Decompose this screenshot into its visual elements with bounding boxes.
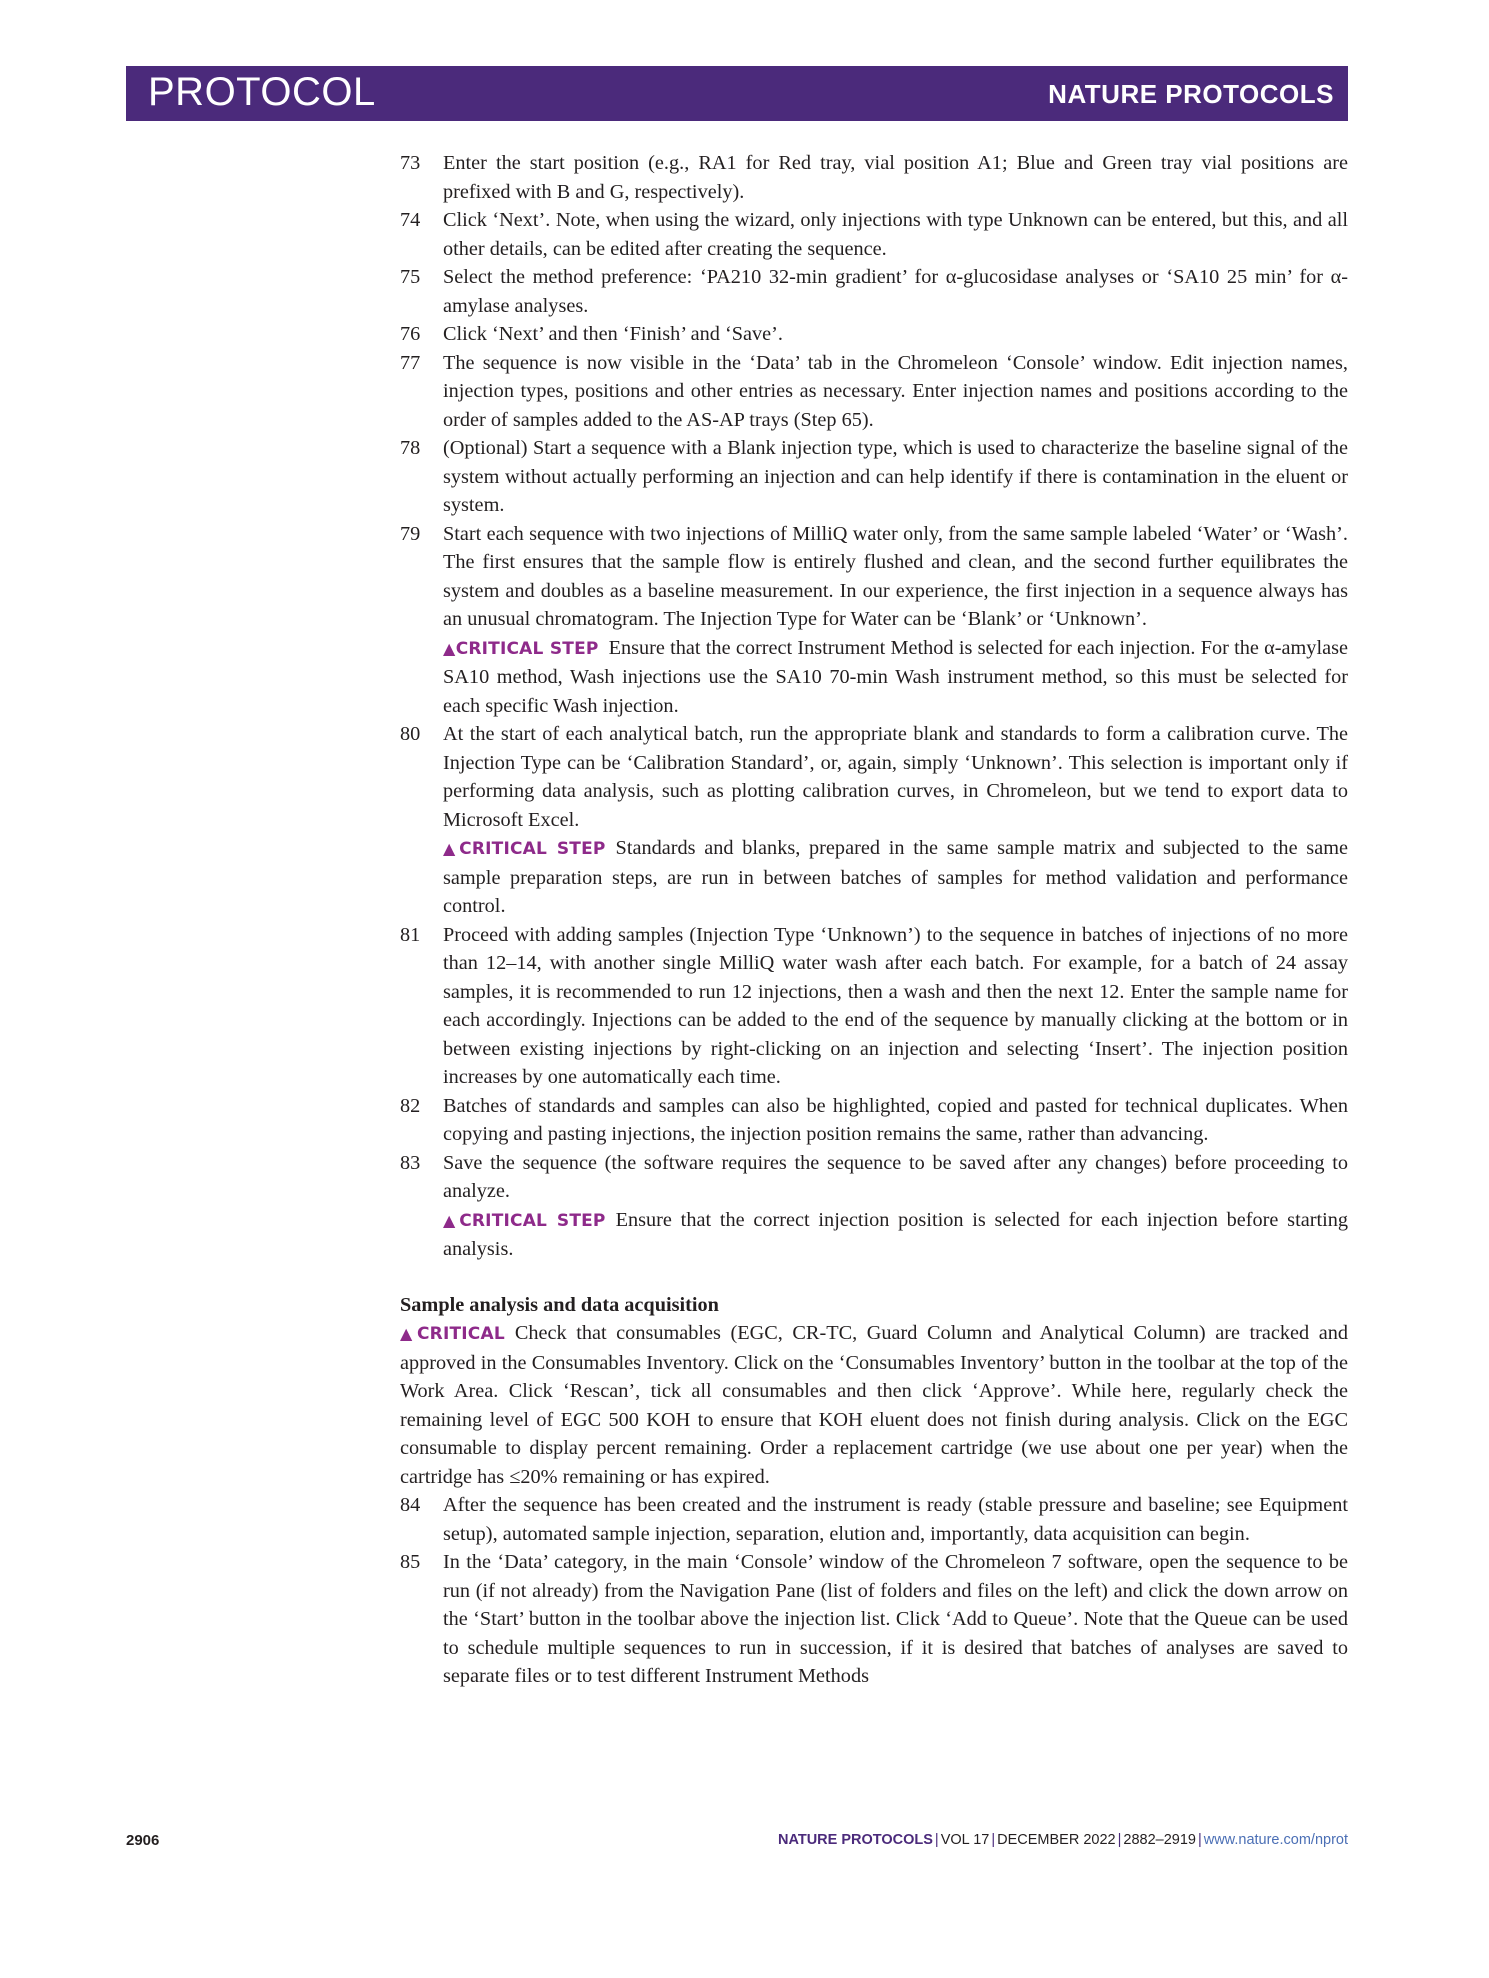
critical-step-label: ▲CRITICAL STEP bbox=[443, 638, 599, 659]
step-76 bbox=[400, 320, 1348, 349]
step-number: 78 bbox=[400, 437, 421, 459]
step-number: 77 bbox=[400, 351, 421, 374]
footer-separator: | bbox=[934, 1832, 939, 1848]
footer-volume: VOL 17 bbox=[940, 1832, 990, 1848]
footer-citation bbox=[778, 1832, 1348, 1848]
journal-title: NATURE PROTOCOLS bbox=[1048, 79, 1334, 109]
warning-triangle-icon: ▲ bbox=[443, 638, 456, 658]
footer-separator: | bbox=[1197, 1832, 1202, 1848]
warning-triangle-icon: ▲ bbox=[443, 839, 460, 858]
step-text: Batches of standards and samples can also be highlighted, copied and pasted for technical duplicates. When copying and pasting injections, the injection position remains the same, rather than advancing. bbox=[443, 1094, 1348, 1145]
step-number: 82 bbox=[400, 1094, 421, 1117]
footer-separator: | bbox=[1117, 1832, 1122, 1848]
section-heading: Sample analysis and data acquisition bbox=[400, 1293, 719, 1316]
step-84 bbox=[400, 1491, 1348, 1548]
critical-step-note bbox=[443, 634, 1348, 721]
journal-url-link[interactable]: www.nature.com/nprot bbox=[1203, 1832, 1348, 1848]
step-74 bbox=[400, 206, 1348, 263]
critical-step-note bbox=[443, 834, 1348, 921]
step-text: Start each sequence with two injections of MilliQ water only, from the same sample labeled ‘Water’ or ‘Wash’. The first ensures that the sample flow is entirely flushed and clean, and the second further equilibrates the system and doubles as a baseline measurement. In our experience, the first injection in a sequence always has an unusual chromatogram. The Injection Type for Water can be ‘Blank’ or ‘Unknown’. bbox=[443, 522, 1348, 630]
footer-journal: NATURE PROTOCOLS bbox=[777, 1832, 933, 1848]
step-text: After the sequence has been created and the instrument is ready (stable pressure and baseline; see Equipment setup), automated sample injection, separation, elution and, importantly, data acquisition can begin. bbox=[443, 1494, 1348, 1545]
step-73 bbox=[400, 149, 1348, 206]
step-number: 74 bbox=[400, 209, 421, 231]
critical-step-label: ▲CRITICAL STEP bbox=[443, 1210, 606, 1231]
step-82 bbox=[400, 1092, 1348, 1149]
step-text: At the start of each analytical batch, run the appropriate blank and standards to form a calibration curve. The Injection Type can be ‘Calibration Standard’, or, again, simply ‘Unknown’. This selection is important only if performing data analysis, such as plotting calibration curves, in Chromeleon, but we tend to export data to Microsoft Excel. bbox=[443, 723, 1348, 831]
step-81 bbox=[400, 921, 1348, 1092]
step-number: 76 bbox=[400, 323, 421, 345]
step-number: 73 bbox=[400, 152, 421, 174]
step-text: (Optional) Start a sequence with a Blank injection type, which is used to characterize the baseline signal of the system without actually performing an injection and can help identify if there is contamination in the eluent or system. bbox=[443, 437, 1348, 516]
step-number: 81 bbox=[400, 923, 421, 946]
footer-separator: | bbox=[991, 1832, 996, 1848]
step-text: Save the sequence (the software requires the sequence to be saved after any changes) before proceeding to analyze. bbox=[443, 1151, 1348, 1202]
step-text: Select the method preference: ‘PA210 32-min gradient’ for α-glucosidase analyses or ‘SA10 25 min’ for α-amylase analyses. bbox=[443, 266, 1348, 317]
critical-text: Check that consumables (EGC, CR-TC, Guard Column and Analytical Column) are tracked and approved in the Consumables Inventory. Click on the ‘Consumables Inventory’ button in the toolbar at the top of the Work Area. Click ‘Rescan’, tick all consumables and then click ‘Approve’. While here, regularly check the remaining level of EGC 500 KOH to ensure that KOH eluent does not finish during analysis. Click on the EGC consumable to display percent remaining. Order a replacement cartridge (we use about one per year) when the cartridge has ≤20% remaining or has expired. bbox=[400, 1322, 1348, 1488]
step-77 bbox=[400, 349, 1348, 435]
step-text: Proceed with adding samples (Injection Type ‘Unknown’) to the sequence in batches of injections of no more than 12–14, with another single MilliQ water wash after each batch. For example, for a batch of 24 assay samples, it is recommended to run 12 injections, then a wash and then the next 12. Enter the sample name for each accordingly. Injections can be added to the end of the sequence by manually clicking at the bottom or in between existing injections by right-clicking on an injection and selecting ‘Insert’. The injection position increases by one automatically each time. bbox=[443, 923, 1348, 1088]
step-number: 85 bbox=[400, 1551, 421, 1573]
critical-step-text: Ensure that the correct Instrument Method is selected for each injection. For the α-amylase SA10 method, Wash injections use the SA10 70-min Wash instrument method, so this must be selected for each specific Wash injection. bbox=[443, 636, 1348, 717]
step-number: 80 bbox=[400, 723, 421, 745]
critical-step-label: ▲CRITICAL STEP bbox=[443, 839, 606, 859]
section-critical-note bbox=[400, 1319, 1348, 1491]
main-content bbox=[400, 149, 1348, 1691]
critical-step-note bbox=[443, 1206, 1348, 1264]
step-number: 79 bbox=[400, 522, 421, 545]
step-text: Click ‘Next’ and then ‘Finish’ and ‘Save’. bbox=[443, 323, 783, 345]
step-number: 75 bbox=[400, 266, 421, 288]
step-80 bbox=[400, 720, 1348, 921]
critical-step-text: Standards and blanks, prepared in the same sample matrix and subjected to the same sample preparation steps, are run in between batches of samples for method validation and performance control. bbox=[443, 837, 1348, 917]
step-text: In the ‘Data’ category, in the main ‘Console’ window of the Chromeleon 7 software, open the sequence to be run (if not already) from the Navigation Pane (list of folders and files on the left) and click the down arrow on the ‘Start’ button in the toolbar above the injection list. Click ‘Add to Queue’. Note that the Queue can be used to schedule multiple sequences to run in succession, if it is desired that batches of analyses are saved to separate files or to test different Instrument Methods bbox=[443, 1551, 1348, 1687]
warning-triangle-icon: ▲ bbox=[400, 1324, 417, 1343]
step-79 bbox=[400, 520, 1348, 721]
step-number: 84 bbox=[400, 1494, 421, 1516]
warning-triangle-icon: ▲ bbox=[443, 1210, 460, 1230]
critical-step-text: Ensure that the correct injection position is selected for each injection before starting analysis. bbox=[443, 1208, 1349, 1260]
section-type-label: PROTOCOL bbox=[148, 70, 376, 114]
step-85 bbox=[400, 1548, 1348, 1691]
footer-pages: 2882–2919 bbox=[1123, 1832, 1196, 1848]
header-bar bbox=[126, 66, 1348, 121]
page-number: 2906 bbox=[126, 1832, 160, 1849]
step-78 bbox=[400, 434, 1348, 520]
step-number: 83 bbox=[400, 1151, 421, 1174]
step-83 bbox=[400, 1149, 1348, 1264]
critical-label: ▲CRITICAL bbox=[400, 1324, 505, 1344]
step-text: The sequence is now visible in the ‘Data’ tab in the Chromeleon ‘Console’ window. Edit injection names, injection types, positions and other entries as necessary. Enter injection names and positions according to the order of samples added to the AS-AP trays (Step 65). bbox=[443, 351, 1348, 431]
footer-date: DECEMBER 2022 bbox=[997, 1832, 1116, 1848]
step-75 bbox=[400, 263, 1348, 320]
step-text: Click ‘Next’. Note, when using the wizard, only injections with type Unknown can be entered, but this, and all other details, can be edited after creating the sequence. bbox=[443, 209, 1348, 260]
step-text: Enter the start position (e.g., RA1 for Red tray, vial position A1; Blue and Green tray vial positions are prefixed with B and G, respectively). bbox=[443, 152, 1348, 203]
